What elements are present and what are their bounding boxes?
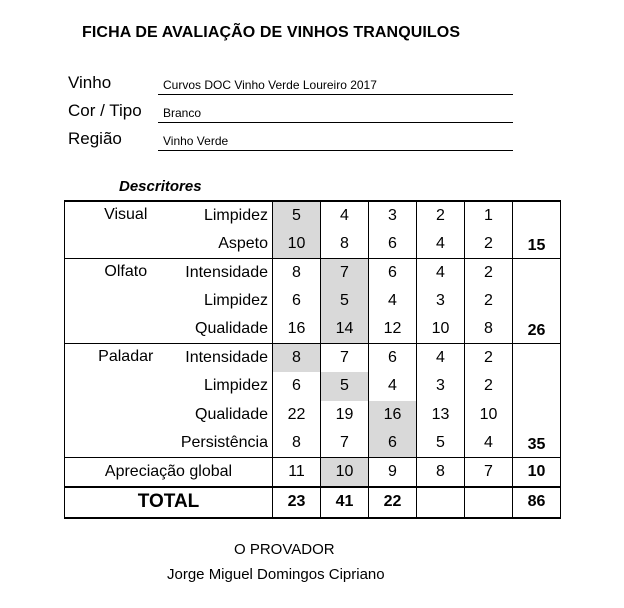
score-cell: 4 bbox=[417, 258, 465, 287]
subtotal-empty bbox=[513, 344, 561, 373]
score-cell: 19 bbox=[321, 401, 369, 430]
subtotal-empty bbox=[513, 372, 561, 401]
score-cell-selected: 6 bbox=[369, 429, 417, 458]
score-cell: 8 bbox=[417, 458, 465, 487]
total-column: 23 bbox=[273, 487, 321, 518]
score-cell-selected: 10 bbox=[273, 230, 321, 259]
subtotal-empty bbox=[513, 287, 561, 316]
score-cell: 9 bbox=[369, 458, 417, 487]
score-cell: 1 bbox=[465, 201, 513, 230]
score-cell: 10 bbox=[417, 315, 465, 344]
field-label: Cor / Tipo bbox=[68, 101, 142, 120]
descriptor-label: Persistência bbox=[180, 434, 268, 451]
score-cell-selected: 8 bbox=[273, 344, 321, 373]
field-regiao bbox=[68, 129, 513, 151]
score-cell: 2 bbox=[465, 258, 513, 287]
score-cell: 13 bbox=[417, 401, 465, 430]
descriptor-label: Intensidade bbox=[163, 258, 273, 287]
field-value: Branco bbox=[163, 106, 202, 120]
field-cor-tipo bbox=[68, 101, 513, 123]
score-cell: 2 bbox=[465, 372, 513, 401]
section-subtotal: 10 bbox=[513, 458, 561, 487]
score-cell-selected: 7 bbox=[321, 258, 369, 287]
underline bbox=[158, 122, 513, 123]
field-value: Curvos DOC Vinho Verde Loureiro 2017 bbox=[163, 78, 377, 92]
score-cell: 22 bbox=[273, 401, 321, 430]
score-cell-selected: 16 bbox=[369, 401, 417, 430]
score-cell: 2 bbox=[465, 230, 513, 259]
table-row bbox=[65, 258, 561, 287]
page-title: FICHA DE AVALIAÇÃO DE VINHOS TRANQUILOS bbox=[82, 24, 461, 41]
descriptor-label: Limpidez bbox=[203, 291, 268, 309]
score-cell-selected: 5 bbox=[321, 372, 369, 401]
score-cell: 6 bbox=[273, 372, 321, 401]
underline bbox=[158, 150, 513, 151]
section-visual: Visual bbox=[65, 201, 163, 258]
score-cell: 10 bbox=[465, 401, 513, 430]
score-cell: 8 bbox=[273, 258, 321, 287]
score-cell: 3 bbox=[417, 287, 465, 316]
score-cell: 12 bbox=[369, 315, 417, 344]
score-cell: 4 bbox=[369, 372, 417, 401]
score-cell: 4 bbox=[417, 344, 465, 373]
table-row bbox=[65, 458, 561, 487]
score-cell-selected: 14 bbox=[321, 315, 369, 344]
score-cell: 7 bbox=[321, 429, 369, 458]
subtotal-empty bbox=[513, 201, 561, 230]
score-cell: 4 bbox=[369, 287, 417, 316]
score-cell: 6 bbox=[369, 230, 417, 259]
score-cell: 3 bbox=[369, 201, 417, 230]
subtotal-empty bbox=[513, 401, 561, 430]
total-column: 22 bbox=[369, 487, 417, 518]
taster-name: Jorge Miguel Domingos Cipriano bbox=[167, 566, 385, 583]
table-row bbox=[65, 201, 561, 230]
score-cell: 2 bbox=[465, 287, 513, 316]
descritores-label: Descritores bbox=[119, 178, 202, 195]
score-cell: 8 bbox=[321, 230, 369, 259]
score-cell: 7 bbox=[321, 344, 369, 373]
score-cell: 6 bbox=[369, 258, 417, 287]
apreciacao-label: Apreciação global bbox=[65, 458, 273, 487]
score-cell: 4 bbox=[417, 230, 465, 259]
total-column: 41 bbox=[321, 487, 369, 518]
score-cell: 2 bbox=[417, 201, 465, 230]
score-cell: 8 bbox=[465, 315, 513, 344]
descriptor-label: Qualidade bbox=[195, 320, 268, 337]
score-cell: 5 bbox=[417, 429, 465, 458]
score-cell: 8 bbox=[273, 429, 321, 458]
descriptor-label: Limpidez bbox=[163, 201, 273, 230]
table-row bbox=[65, 344, 561, 373]
field-label: Vinho bbox=[68, 73, 112, 92]
underline bbox=[158, 94, 513, 95]
section-subtotal: 35 bbox=[513, 429, 561, 458]
section-paladar: Paladar bbox=[65, 344, 163, 458]
total-row bbox=[65, 487, 561, 518]
field-value: Vinho Verde bbox=[163, 134, 229, 148]
score-cell-selected: 5 bbox=[321, 287, 369, 316]
score-cell: 3 bbox=[417, 372, 465, 401]
score-cell: 6 bbox=[369, 344, 417, 373]
score-cell-selected: 5 bbox=[273, 201, 321, 230]
grand-total: 86 bbox=[513, 487, 561, 518]
score-cell: 16 bbox=[273, 315, 321, 344]
descriptor-label: Limpidez bbox=[203, 377, 268, 395]
total-label: TOTAL bbox=[65, 487, 273, 518]
score-cell: 7 bbox=[465, 458, 513, 487]
section-subtotal: 15 bbox=[513, 230, 561, 259]
score-cell: 2 bbox=[465, 344, 513, 373]
score-cell: 6 bbox=[273, 287, 321, 316]
field-label: Região bbox=[68, 129, 122, 148]
section-subtotal: 26 bbox=[513, 315, 561, 344]
taster-role: O PROVADOR bbox=[234, 541, 335, 558]
score-cell: 4 bbox=[465, 429, 513, 458]
evaluation-table bbox=[64, 200, 561, 519]
subtotal-empty bbox=[513, 258, 561, 287]
score-cell: 4 bbox=[321, 201, 369, 230]
score-cell-selected: 10 bbox=[321, 458, 369, 487]
descriptor-label: Intensidade bbox=[163, 344, 273, 373]
section-olfato: Olfato bbox=[65, 258, 163, 344]
score-cell: 11 bbox=[273, 458, 321, 487]
total-column bbox=[465, 487, 513, 518]
descriptor-label: Aspeto bbox=[218, 234, 268, 252]
field-vinho bbox=[68, 73, 513, 95]
total-column bbox=[417, 487, 465, 518]
descriptor-label: Qualidade bbox=[195, 405, 268, 423]
